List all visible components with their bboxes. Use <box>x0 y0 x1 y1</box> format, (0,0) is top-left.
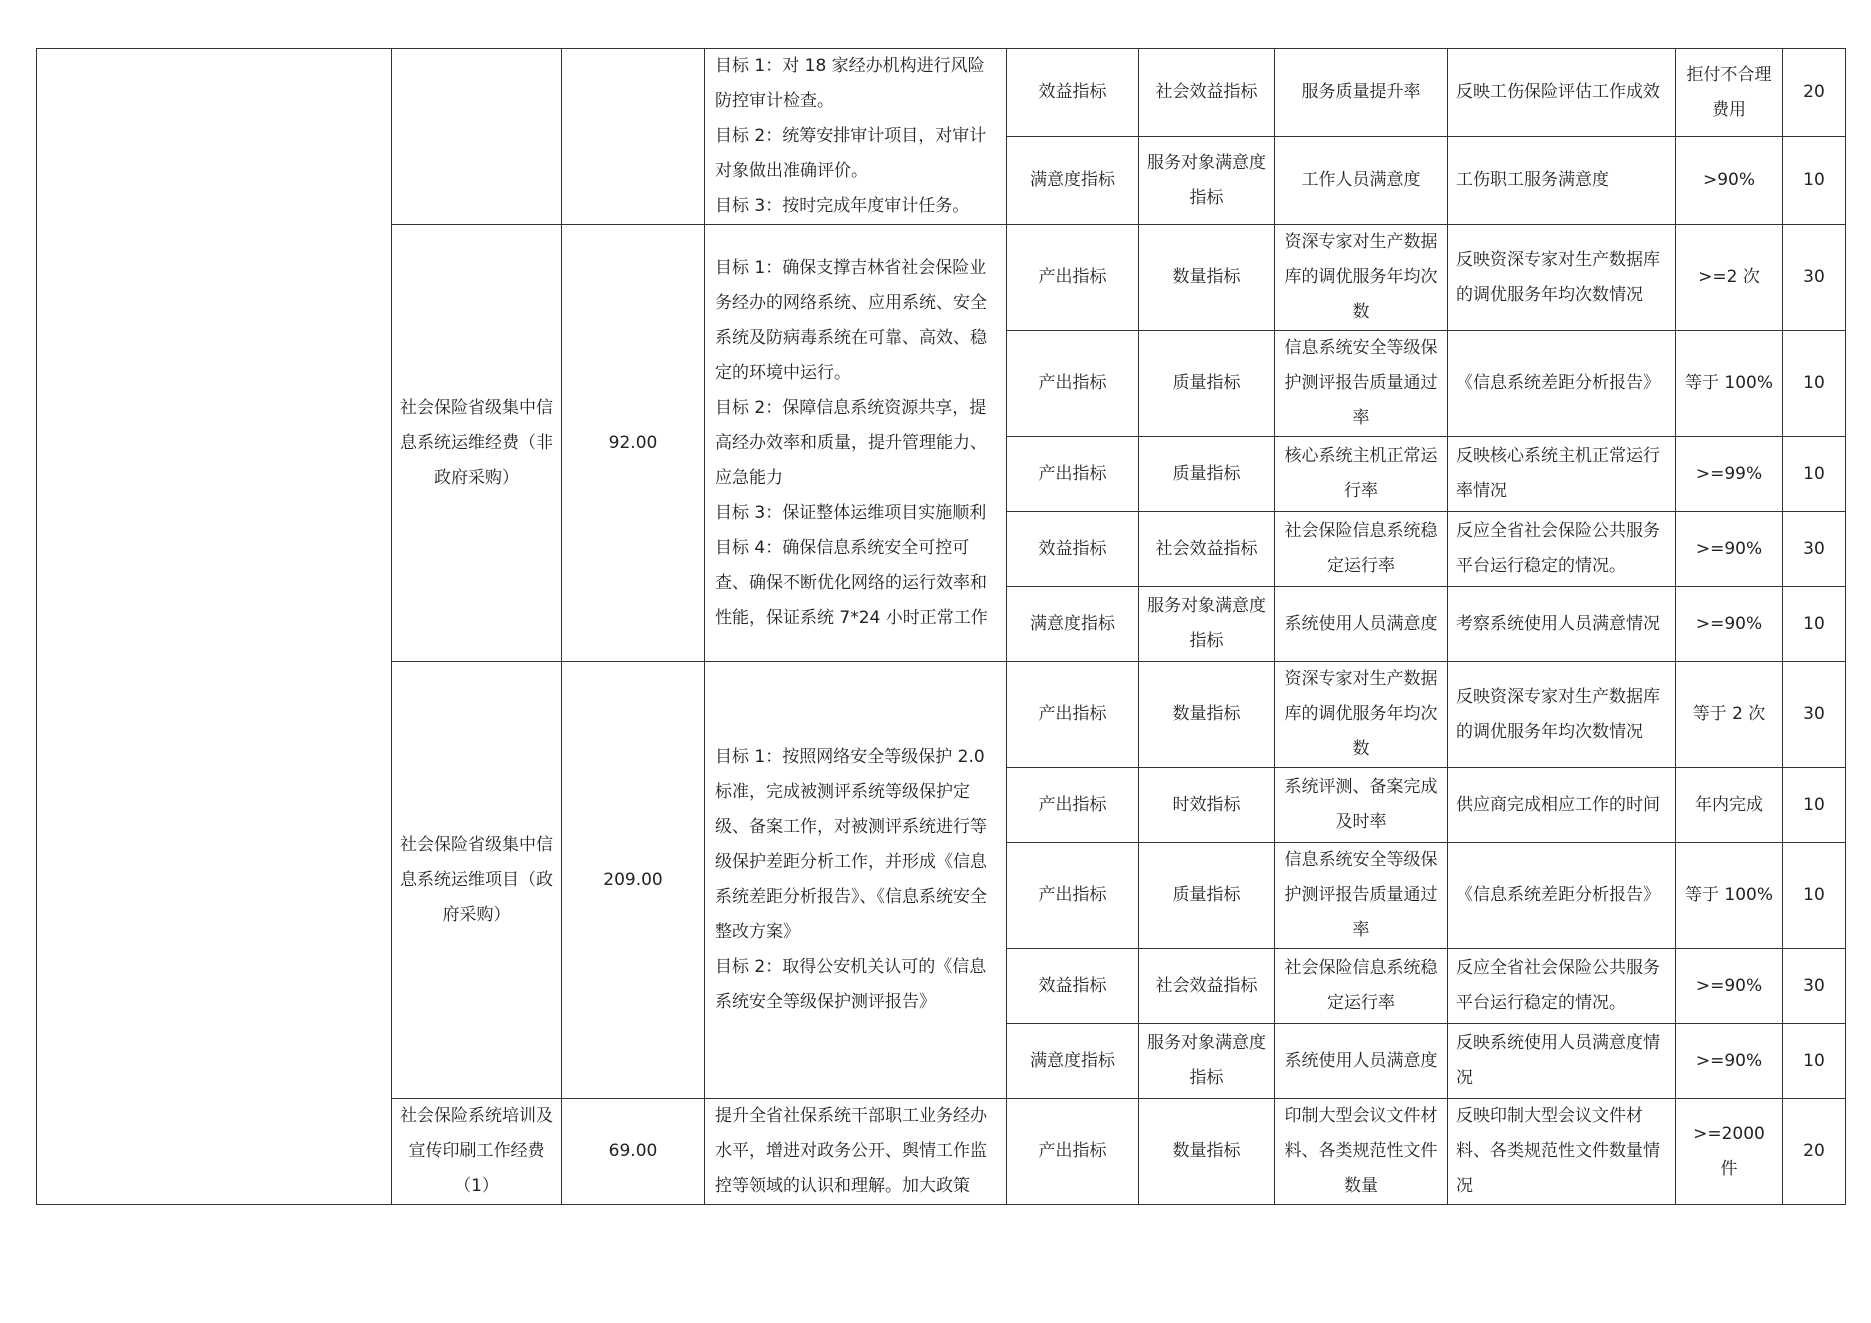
indicator-level1-cell: 满意度指标 <box>1007 137 1139 225</box>
indicator-level2-cell: 质量指标 <box>1139 437 1275 512</box>
indicator-weight-cell: 10 <box>1783 1024 1846 1099</box>
indicator-level2-cell: 社会效益指标 <box>1139 49 1275 137</box>
indicator-description-cell: 反映印制大型会议文件材料、各类规范性文件数量情况 <box>1448 1099 1676 1205</box>
performance-indicator-table <box>36 48 1846 1205</box>
indicator-description-cell: 《信息系统差距分析报告》 <box>1448 843 1676 949</box>
goal-line: 目标 2：统筹安排审计项目，对审计对象做出准确评价。 <box>715 126 987 181</box>
project-name-cell: 社会保险系统培训及宣传印刷工作经费（1） <box>392 1099 562 1205</box>
indicator-description-cell: 工伤职工服务满意度 <box>1448 137 1676 225</box>
indicator-weight-cell: 30 <box>1783 512 1846 587</box>
indicator-description-cell: 反映资深专家对生产数据库的调优服务年均次数情况 <box>1448 662 1676 768</box>
indicator-level3-cell: 服务质量提升率 <box>1275 49 1448 137</box>
indicator-level1-cell: 产出指标 <box>1007 768 1139 843</box>
indicator-level3-cell: 信息系统安全等级保护测评报告质量通过率 <box>1275 843 1448 949</box>
indicator-level1-cell: 满意度指标 <box>1007 1024 1139 1099</box>
indicator-description-cell: 反映工伤保险评估工作成效 <box>1448 49 1676 137</box>
indicator-level3-cell: 社会保险信息系统稳定运行率 <box>1275 512 1448 587</box>
goal-line: 目标 4：确保信息系统安全可控可查、确保不断优化网络的运行效率和性能，保证系统 7*24 小时正常工作 <box>715 537 988 628</box>
indicator-level1-cell: 产出指标 <box>1007 331 1139 437</box>
indicator-description-cell: 反应全省社会保险公共服务平台运行稳定的情况。 <box>1448 512 1676 587</box>
indicator-target-cell: >=90% <box>1676 587 1783 662</box>
indicator-level3-cell: 系统评测、备案完成及时率 <box>1275 768 1448 843</box>
indicator-description-cell: 《信息系统差距分析报告》 <box>1448 331 1676 437</box>
indicator-weight-cell: 20 <box>1783 1099 1846 1205</box>
project-amount-cell: 209.00 <box>562 662 705 1099</box>
indicator-level3-cell: 工作人员满意度 <box>1275 137 1448 225</box>
indicator-target-cell: 拒付不合理费用 <box>1676 49 1783 137</box>
indicator-level2-cell: 数量指标 <box>1139 225 1275 331</box>
indicator-target-cell: >=2000 件 <box>1676 1099 1783 1205</box>
indicator-weight-cell: 30 <box>1783 225 1846 331</box>
indicator-level3-cell: 系统使用人员满意度 <box>1275 1024 1448 1099</box>
table-row <box>37 49 1846 137</box>
indicator-target-cell: >=90% <box>1676 512 1783 587</box>
indicator-target-cell: >=90% <box>1676 949 1783 1024</box>
project-goals-cell <box>705 1099 1007 1205</box>
indicator-target-cell: >=2 次 <box>1676 225 1783 331</box>
indicator-target-cell: 等于 100% <box>1676 843 1783 949</box>
goal-line: 目标 3：按时完成年度审计任务。 <box>715 196 970 216</box>
indicator-target-cell: 等于 100% <box>1676 331 1783 437</box>
indicator-weight-cell: 10 <box>1783 331 1846 437</box>
indicator-level1-cell: 效益指标 <box>1007 512 1139 587</box>
indicator-level1-cell: 产出指标 <box>1007 225 1139 331</box>
project-amount-cell: 92.00 <box>562 225 705 662</box>
indicator-target-cell: >=90% <box>1676 1024 1783 1099</box>
indicator-level1-cell: 满意度指标 <box>1007 587 1139 662</box>
project-goals-cell <box>705 662 1007 1099</box>
project-name-cell: 社会保险省级集中信息系统运维项目（政府采购） <box>392 662 562 1099</box>
indicator-level2-cell: 社会效益指标 <box>1139 949 1275 1024</box>
indicator-weight-cell: 10 <box>1783 843 1846 949</box>
table-body <box>37 49 1846 1205</box>
indicator-weight-cell: 20 <box>1783 49 1846 137</box>
indicator-level2-cell: 数量指标 <box>1139 662 1275 768</box>
indicator-level2-cell: 服务对象满意度指标 <box>1139 137 1275 225</box>
indicator-level2-cell: 时效指标 <box>1139 768 1275 843</box>
indicator-level3-cell: 信息系统安全等级保护测评报告质量通过率 <box>1275 331 1448 437</box>
indicator-level2-cell: 社会效益指标 <box>1139 512 1275 587</box>
indicator-level3-cell: 资深专家对生产数据库的调优服务年均次数 <box>1275 662 1448 768</box>
indicator-level3-cell: 系统使用人员满意度 <box>1275 587 1448 662</box>
department-cell <box>37 49 392 1205</box>
indicator-weight-cell: 10 <box>1783 587 1846 662</box>
indicator-level2-cell: 质量指标 <box>1139 331 1275 437</box>
indicator-level1-cell: 产出指标 <box>1007 662 1139 768</box>
indicator-description-cell: 反映核心系统主机正常运行率情况 <box>1448 437 1676 512</box>
indicator-target-cell: 等于 2 次 <box>1676 662 1783 768</box>
goal-line: 目标 3：保证整体运维项目实施顺利 <box>715 502 987 523</box>
indicator-weight-cell: 30 <box>1783 662 1846 768</box>
indicator-level2-cell: 服务对象满意度指标 <box>1139 1024 1275 1099</box>
indicator-weight-cell: 10 <box>1783 137 1846 225</box>
indicator-level2-cell: 质量指标 <box>1139 843 1275 949</box>
project-goals-cell <box>705 225 1007 662</box>
project-amount-cell <box>562 49 705 225</box>
indicator-description-cell: 反应全省社会保险公共服务平台运行稳定的情况。 <box>1448 949 1676 1024</box>
indicator-level3-cell: 核心系统主机正常运行率 <box>1275 437 1448 512</box>
goal-line: 提升全省社保系统干部职工业务经办水平，增进对政务公开、舆情工作监控等领域的认识和理解。加大政策 <box>715 1106 987 1196</box>
indicator-weight-cell: 10 <box>1783 437 1846 512</box>
project-goals-cell <box>705 49 1007 225</box>
indicator-level1-cell: 效益指标 <box>1007 949 1139 1024</box>
goal-line: 目标 2：取得公安机关认可的《信息系统安全等级保护测评报告》 <box>715 957 987 1012</box>
indicator-weight-cell: 30 <box>1783 949 1846 1024</box>
goal-line: 目标 2：保障信息系统资源共享，提高经办效率和质量，提升管理能力、应急能力 <box>715 397 987 488</box>
indicator-weight-cell: 10 <box>1783 768 1846 843</box>
goal-line: 目标 1：按照网络安全等级保护 2.0 标准，完成被测评系统等级保护定级、备案工作，对被测评系统进行等级保护差距分析工作，并形成《信息系统差距分析报告》、《信息系统安全整改方案》 <box>715 747 987 942</box>
indicator-level3-cell: 资深专家对生产数据库的调优服务年均次数 <box>1275 225 1448 331</box>
indicator-level2-cell: 数量指标 <box>1139 1099 1275 1205</box>
project-name-cell <box>392 49 562 225</box>
indicator-target-cell: 年内完成 <box>1676 768 1783 843</box>
indicator-level1-cell: 效益指标 <box>1007 49 1139 137</box>
indicator-level2-cell: 服务对象满意度指标 <box>1139 587 1275 662</box>
indicator-level1-cell: 产出指标 <box>1007 437 1139 512</box>
indicator-level1-cell: 产出指标 <box>1007 1099 1139 1205</box>
indicator-description-cell: 反映系统使用人员满意度情况 <box>1448 1024 1676 1099</box>
indicator-description-cell: 考察系统使用人员满意情况 <box>1448 587 1676 662</box>
indicator-level3-cell: 印制大型会议文件材料、各类规范性文件数量 <box>1275 1099 1448 1205</box>
indicator-level3-cell: 社会保险信息系统稳定运行率 <box>1275 949 1448 1024</box>
indicator-target-cell: >90% <box>1676 137 1783 225</box>
project-amount-cell: 69.00 <box>562 1099 705 1205</box>
indicator-description-cell: 供应商完成相应工作的时间 <box>1448 768 1676 843</box>
goal-line: 目标 1：对 18 家经办机构进行风险防控审计检查。 <box>715 56 985 111</box>
goal-line: 目标 1：确保支撑吉林省社会保险业务经办的网络系统、应用系统、安全系统及防病毒系统在可靠、高效、稳定的环境中运行。 <box>715 257 987 383</box>
project-name-cell: 社会保险省级集中信息系统运维经费（非政府采购） <box>392 225 562 662</box>
indicator-description-cell: 反映资深专家对生产数据库的调优服务年均次数情况 <box>1448 225 1676 331</box>
indicator-level1-cell: 产出指标 <box>1007 843 1139 949</box>
indicator-target-cell: >=99% <box>1676 437 1783 512</box>
